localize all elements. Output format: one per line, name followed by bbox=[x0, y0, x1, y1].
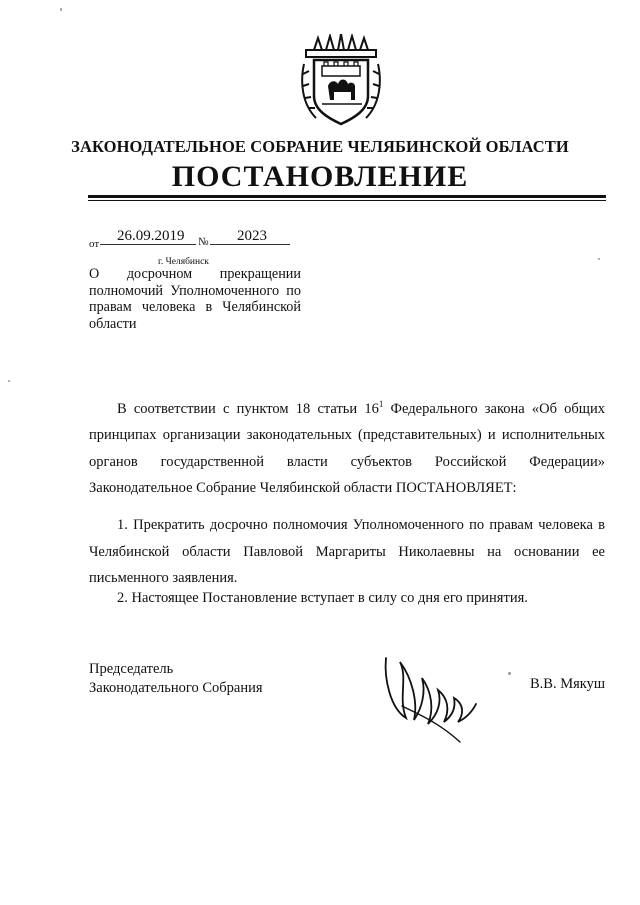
signer-title bbox=[89, 660, 263, 698]
document-number: 2023 bbox=[237, 228, 267, 244]
signer-title-line-1: Председатель bbox=[89, 661, 174, 677]
preamble-text-end: Федерального закона «Об общих принципах организации законодательных (представительных) и исполнительных органов государственной власти субъектов Российской Федерации» Законодательное Собрание Челябинской области ПОСТАНОВЛЯЕТ: bbox=[89, 400, 605, 497]
number-label: № bbox=[198, 236, 209, 248]
scan-speck bbox=[598, 258, 600, 260]
coat-of-arms-icon bbox=[300, 34, 382, 126]
header-rule-thin bbox=[88, 200, 606, 201]
organization-name: ЗАКОНОДАТЕЛЬНОЕ СОБРАНИЕ ЧЕЛЯБИНСКОЙ ОБЛАСТИ bbox=[71, 137, 569, 156]
date-label: от bbox=[89, 238, 100, 250]
document-date: 26.09.2019 bbox=[117, 228, 185, 244]
document-subject: О досрочном прекращении полномочий Уполномоченного по правам человека в Челябинской области bbox=[89, 266, 301, 332]
handwritten-signature-icon bbox=[378, 648, 488, 748]
article-superscript: 1 bbox=[378, 399, 384, 409]
preamble-text-start: В соответствии с пунктом 18 статьи 16 bbox=[117, 400, 379, 417]
resolution-item-2: 2. Настоящее Постановление вступает в силу со дня его принятия. bbox=[117, 590, 528, 606]
scan-speck bbox=[60, 8, 62, 11]
signer-name: В.В. Мякуш bbox=[530, 676, 606, 692]
city-name: г. Челябинск bbox=[158, 257, 209, 267]
resolution-item-1: 1. Прекратить досрочно полномочия Уполномоченного по правам человека в Челябинской области Павловой Маргариты Николаевны на основании ее письменного заявления. bbox=[89, 517, 605, 586]
scan-speck bbox=[8, 380, 10, 382]
date-underline bbox=[100, 244, 196, 245]
number-underline bbox=[210, 244, 290, 245]
signer-title-line-2: Законодательного Собрания bbox=[89, 680, 263, 696]
header-rule-thick bbox=[88, 195, 606, 198]
document-type-title: ПОСТАНОВЛЕНИЕ bbox=[171, 160, 469, 193]
scan-speck bbox=[508, 672, 511, 675]
preamble-paragraph bbox=[89, 391, 605, 502]
